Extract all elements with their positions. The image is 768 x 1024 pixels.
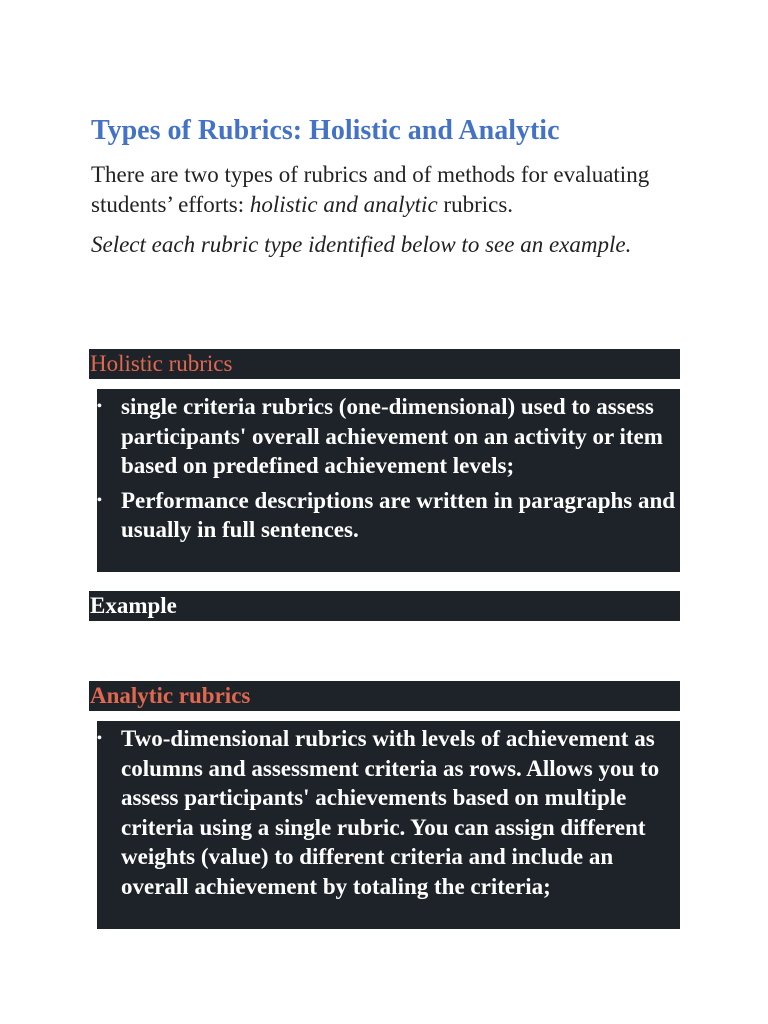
list-item <box>97 724 680 902</box>
holistic-rubrics-list <box>97 389 680 572</box>
intro-text: There are two types of rubrics and of methods for evaluating students’ efforts: <box>91 162 650 217</box>
list-item-text: Two-dimensional rubrics with levels of achievement as columns and assessment criteria as rows. Allows you to assess participants' achievements based on multiple criteria using a single rubric. You can assign different weights (value) to different criteria and include an overall achievement by totaling the criteria; <box>121 726 660 899</box>
analytic-rubrics-list <box>97 721 680 929</box>
holistic-example-link[interactable]: Example <box>89 591 680 621</box>
instruction-text: Select each rubric type identified below to see an example. <box>91 232 632 257</box>
intro-text-end: rubrics. <box>437 192 514 217</box>
intro-emphasis: holistic and analytic <box>249 192 438 217</box>
holistic-rubrics-header[interactable]: Holistic rubrics <box>89 349 680 379</box>
bullet-icon: • <box>97 399 102 414</box>
list-item <box>97 486 680 545</box>
list-item <box>97 392 680 481</box>
list-item-text: single criteria rubrics (one-dimensional) used to assess participants' overall achievement on an activity or item based on predefined achievement levels; <box>121 394 663 479</box>
list-item-text: Performance descriptions are written in paragraphs and usually in full sentences. <box>121 487 676 543</box>
bullet-icon: • <box>97 731 102 746</box>
page-title: Types of Rubrics: Holistic and Analytic <box>91 115 560 146</box>
analytic-rubrics-header[interactable]: Analytic rubrics <box>89 681 680 711</box>
bullet-icon: • <box>97 492 102 508</box>
intro-paragraph <box>91 160 691 220</box>
